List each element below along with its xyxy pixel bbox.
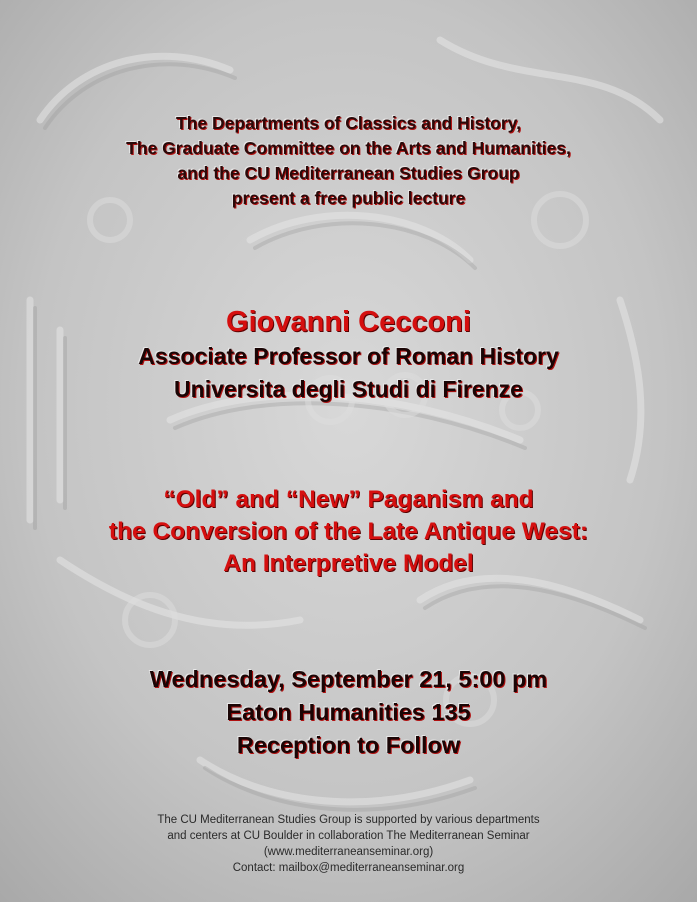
event-note: Reception to Follow: [236, 732, 461, 758]
footer-line: and centers at CU Boulder in collaboration The Mediterranean Seminar: [167, 830, 530, 842]
footer-line: The CU Mediterranean Studies Group is supported by various departments: [157, 814, 540, 826]
footer-url: (www.mediterraneanseminar.org): [263, 846, 434, 858]
sponsor-line: and the CU Mediterranean Studies Group: [177, 163, 520, 183]
speaker-title: Associate Professor of Roman History: [138, 343, 559, 369]
footer: [0, 812, 697, 876]
footer-contact: Contact: mailbox@mediterraneanseminar.org: [232, 862, 465, 874]
speaker-info: [0, 340, 697, 406]
speaker-name: Giovanni Cecconi: [226, 306, 471, 338]
sponsor-line: The Departments of Classics and History,: [176, 113, 521, 133]
lecture-title: [0, 484, 697, 580]
lecture-title-line: An Interpretive Model: [223, 550, 474, 577]
sponsors-block: [0, 111, 697, 211]
event-datetime: Wednesday, September 21, 5:00 pm: [149, 666, 548, 692]
sponsor-line: present a free public lecture: [231, 188, 466, 208]
lecture-title-line: “Old” and “New” Paganism and: [163, 486, 534, 513]
event-info: [0, 663, 697, 762]
lecture-title-line: the Conversion of the Late Antique West:: [108, 518, 589, 545]
speaker-institution: Universita degli Studi di Firenze: [174, 376, 523, 402]
event-location: Eaton Humanities 135: [226, 699, 471, 725]
sponsor-line: The Graduate Committee on the Arts and Humanities,: [126, 138, 571, 158]
